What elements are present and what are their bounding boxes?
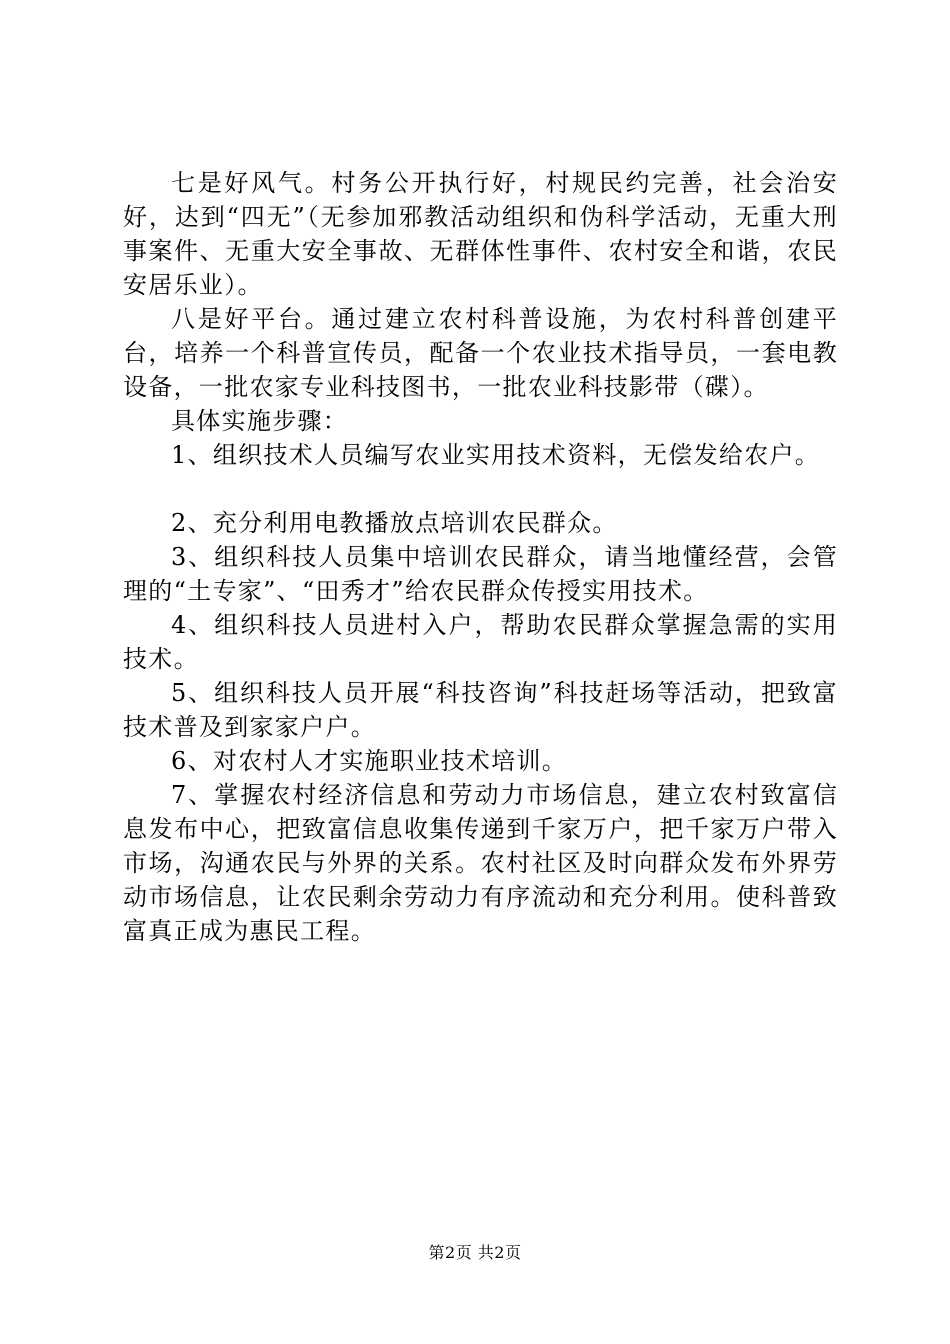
paragraph-good-platform: 八是好平台。通过建立农村科普设施，为农村科普创建平台，培养一个科普宣传员，配备一个农业技术指导员，一套电教设备，一批农家专业科技图书，一批农业科技影带（碟）。 bbox=[123, 305, 838, 401]
document-body bbox=[123, 166, 838, 948]
paragraph-step-2: 2、充分利用电教播放点培训农民群众。 bbox=[171, 509, 618, 537]
page-number-label: 第2页 共2页 bbox=[428, 1243, 522, 1262]
paragraph-step-4: 4、组织科技人员进村入户，帮助农民群众掌握急需的实用技术。 bbox=[123, 611, 838, 673]
page-footer bbox=[0, 1243, 950, 1263]
paragraph-step-6: 6、对农村人才实施职业技术培训。 bbox=[171, 747, 568, 775]
paragraph-step-5: 5、组织科技人员开展“科技咨询”科技赶场等活动，把致富技术普及到家家户户。 bbox=[123, 679, 838, 741]
paragraph-steps-heading: 具体实施步骤： bbox=[171, 407, 349, 435]
paragraph-good-atmosphere: 七是好风气。村务公开执行好，村规民约完善，社会治安好，达到“四无”（无参加邪教活动组织和伪科学活动，无重大刑事案件、无重大安全事故、无群体性事件、农村安全和谐，农民安居乐业）。 bbox=[123, 169, 838, 299]
paragraph-step-7: 7、掌握农村经济信息和劳动力市场信息，建立农村致富信息发布中心，把致富信息收集传递到千家万户，把千家万户带入市场，沟通农民与外界的关系。农村社区及时向群众发布外界劳动市场信息，让农民剩余劳动力有序流动和充分利用。使科普致富真正成为惠民工程。 bbox=[123, 781, 838, 945]
paragraph-step-1: 1、组织技术人员编写农业实用技术资料，无偿发给农户。 bbox=[171, 441, 821, 469]
paragraph-step-3: 3、组织科技人员集中培训农民群众，请当地懂经营，会管理的“土专家”、“田秀才”给农民群众传授实用技术。 bbox=[123, 543, 838, 605]
